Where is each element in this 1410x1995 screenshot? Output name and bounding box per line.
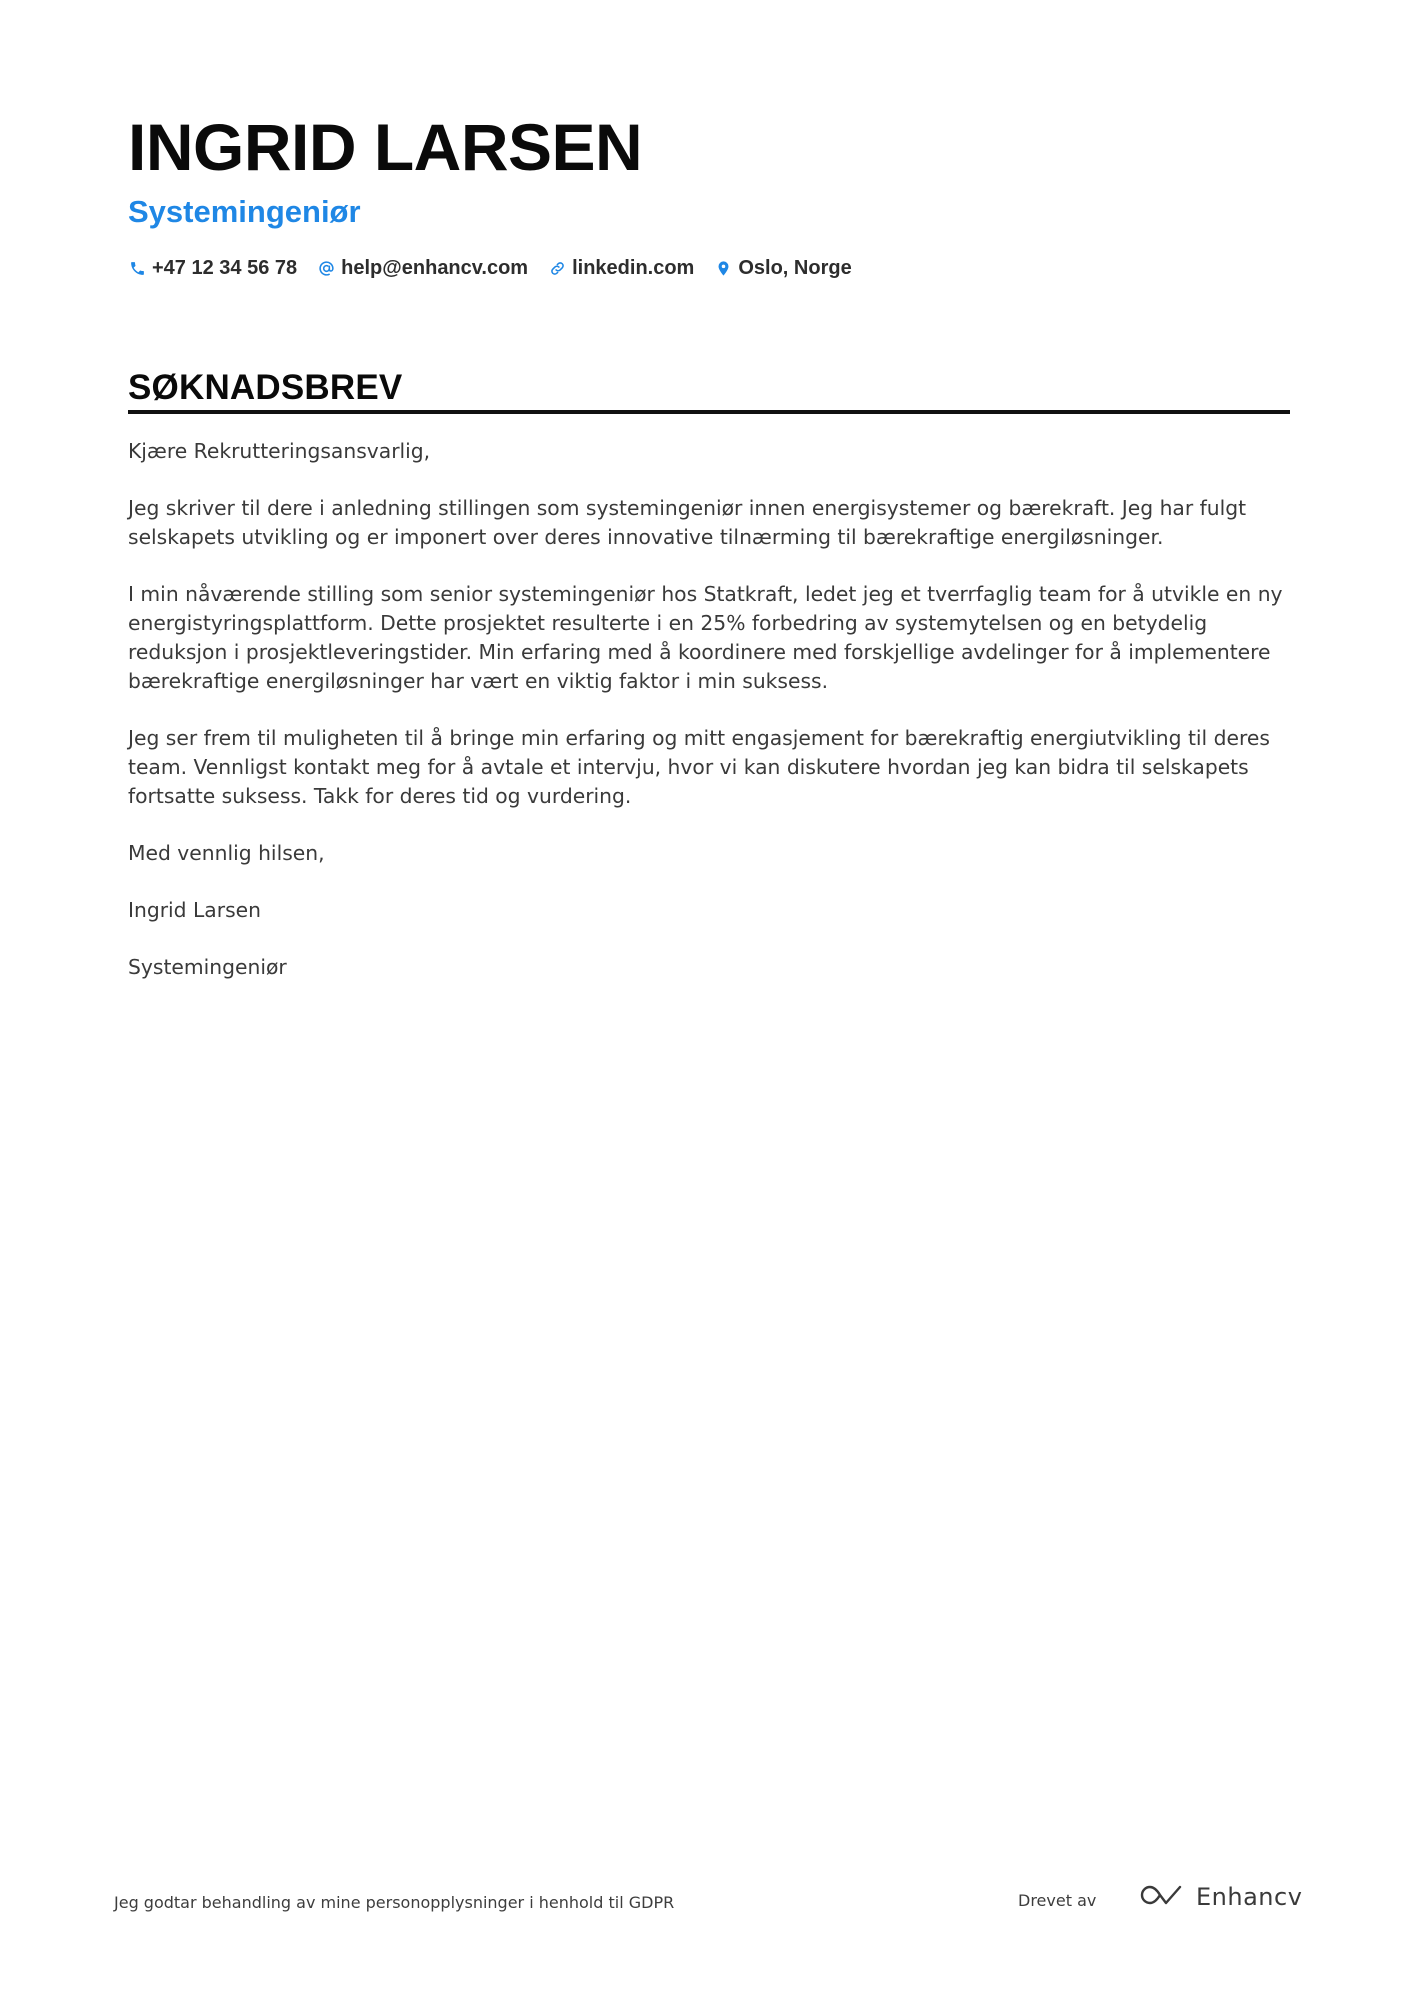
at-icon <box>317 259 335 277</box>
letter-greeting: Kjære Rekrutteringsansvarlig, <box>128 439 431 463</box>
contact-email-text[interactable]: help@enhancv.com <box>341 256 529 279</box>
enhancv-brand-name: Enhancv <box>1196 1883 1303 1911</box>
link-icon <box>548 259 566 277</box>
powered-by-label: Drevet av <box>1018 1891 1097 1910</box>
section-divider <box>128 410 1290 414</box>
letter-paragraph: Jeg ser frem til muligheten til å bringe min erfaring og mitt engasjement for bærekraftig energiutvikling til deres team. Vennligst kontakt meg for å avtale et intervju, hvor vi kan diskutere hvordan jeg kan bidra til selskapets fortsatte suksess. Takk for deres tid og vurdering. <box>128 726 1270 808</box>
letter-paragraph: Jeg skriver til dere i anledning stillingen som systemingeniør innen energisystemer og bærekraft. Jeg har fulgt selskapets utvikling og er imponert over deres innovative tilnærming til bærekraftige energiløsninger. <box>128 496 1247 549</box>
contact-phone-text: +47 12 34 56 78 <box>152 256 298 279</box>
candidate-name: INGRID LARSEN <box>128 110 643 184</box>
location-pin-icon <box>714 259 732 277</box>
letter-closing: Med vennlig hilsen, <box>128 841 325 865</box>
contact-location <box>714 257 851 280</box>
signature-title: Systemingeniør <box>128 955 287 979</box>
contact-linkedin[interactable] <box>548 257 694 280</box>
contact-phone <box>128 257 297 280</box>
enhancv-logo-icon <box>1138 1882 1186 1913</box>
candidate-role: Systemingeniør <box>128 194 361 229</box>
section-title: SØKNADSBREV <box>128 368 403 407</box>
gdpr-consent-text: Jeg godtar behandling av mine personopplysninger i henhold til GDPR <box>114 1893 675 1912</box>
contact-bar <box>128 252 852 284</box>
letter-body <box>128 437 1303 1010</box>
contact-email[interactable] <box>317 257 528 280</box>
enhancv-brand[interactable] <box>1138 1880 1302 1914</box>
signature-name: Ingrid Larsen <box>128 898 261 922</box>
contact-linkedin-text[interactable]: linkedin.com <box>572 256 695 279</box>
phone-icon <box>128 259 146 277</box>
contact-location-text: Oslo, Norge <box>738 256 852 279</box>
letter-paragraph: I min nåværende stilling som senior systemingeniør hos Statkraft, ledet jeg et tverrfaglig team for å utvikle en ny energistyringsplattform. Dette prosjektet resulterte i en 25% forbedring av systemytelsen og en betydelig reduksjon i prosjektleveringstider. Min erfaring med å koordinere med forskjellige avdelinger for å implementere bærekraftige energiløsninger har vært en viktig faktor i min suksess. <box>128 582 1283 693</box>
